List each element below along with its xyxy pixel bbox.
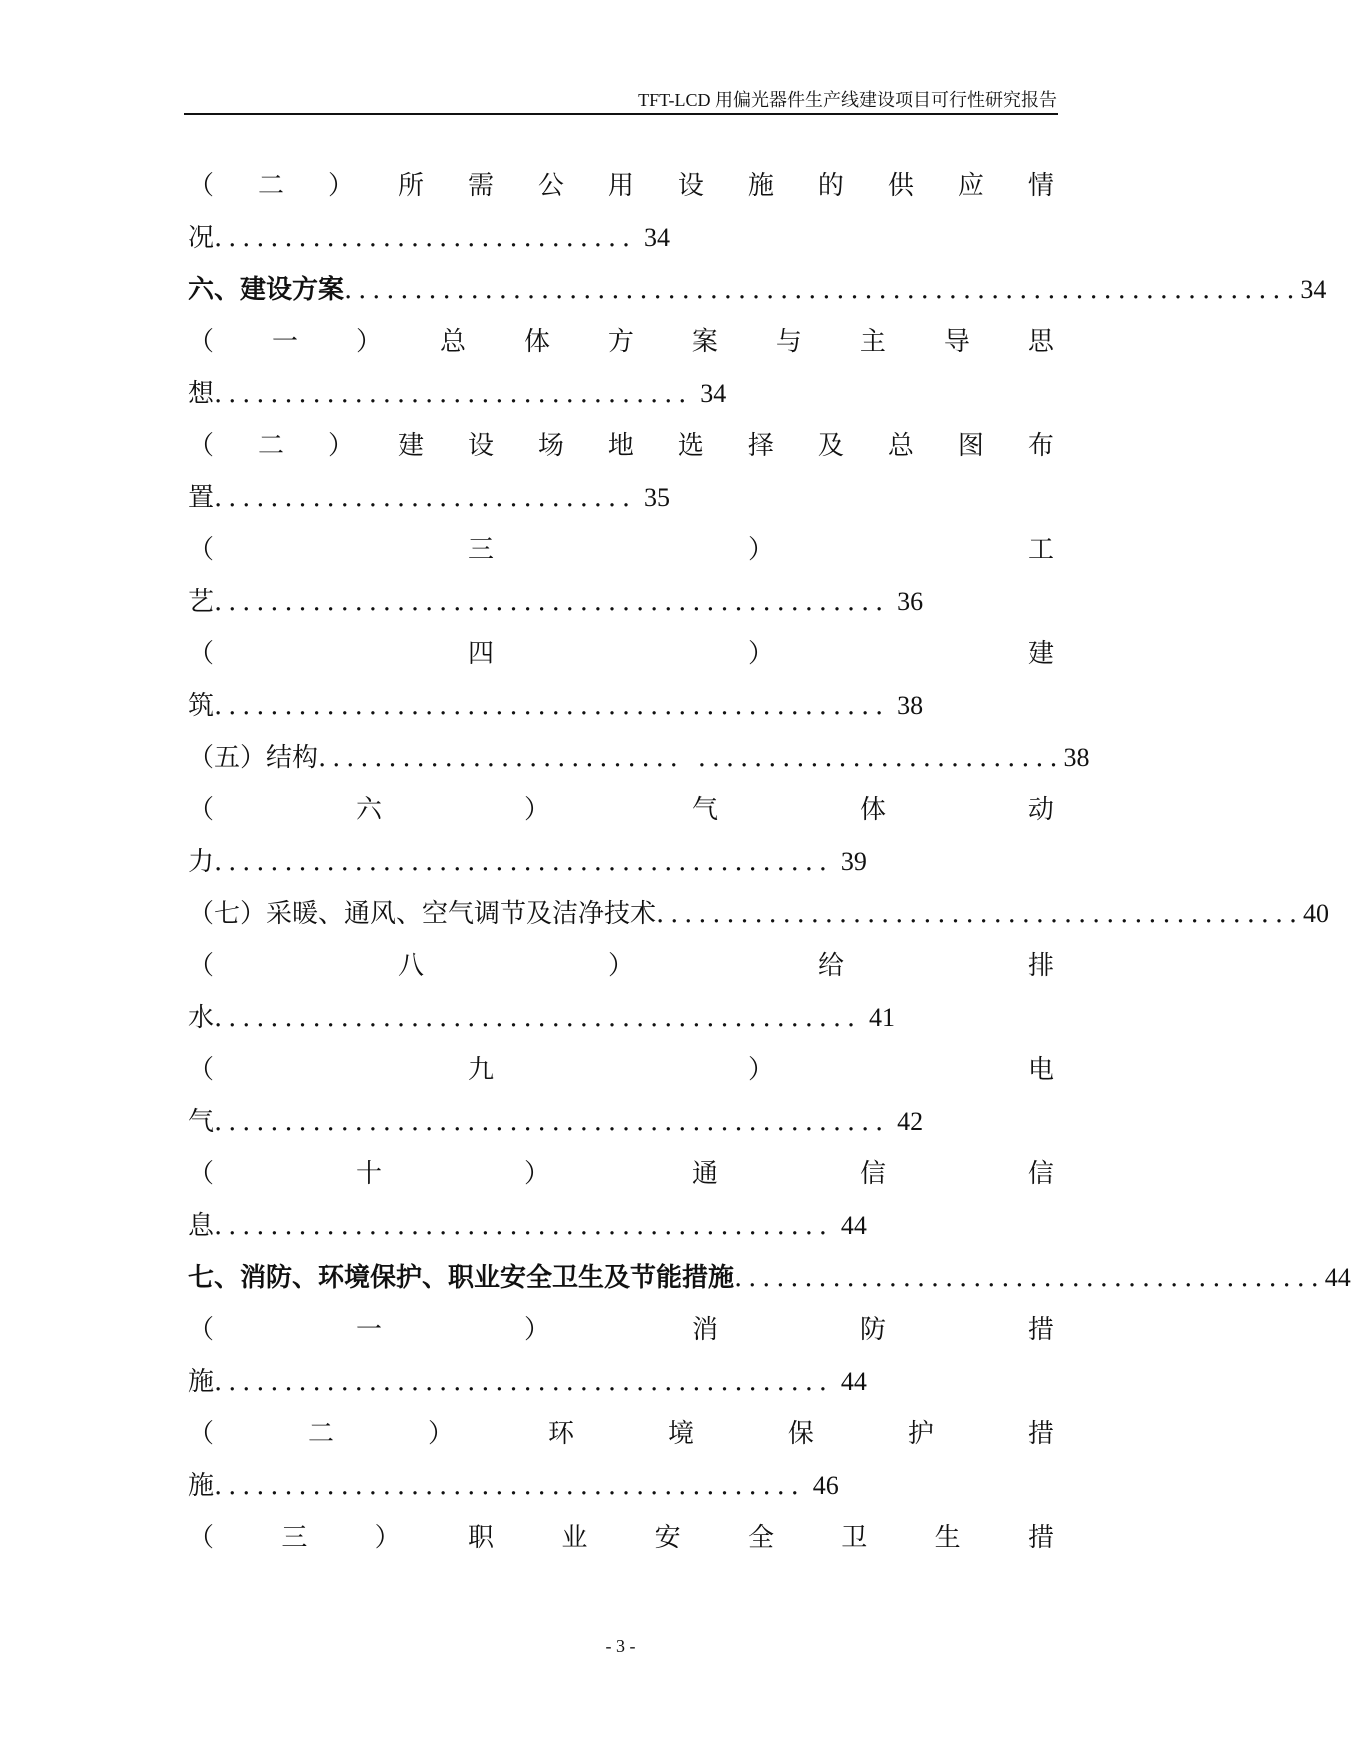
toc-entry-char: 施 — [747, 171, 774, 201]
toc-entry-char: 地 — [607, 431, 634, 461]
toc-entry-char: ） — [374, 1523, 401, 1553]
toc-entry[interactable] — [188, 888, 1329, 940]
running-header: TFT-LCD 用偏光器件生产线建设项目可行性研究报告 — [638, 90, 1057, 110]
toc-entry-char: 保 — [787, 1419, 814, 1449]
toc-entry-char: 八 — [397, 951, 424, 981]
toc-entry-char: 业 — [561, 1523, 588, 1553]
toc-entry-char: （ — [188, 639, 215, 669]
toc-entry[interactable] — [188, 1096, 1054, 1148]
toc-entry-char: 应 — [957, 171, 984, 201]
toc-entry-char: ） — [747, 535, 774, 565]
toc-entry-title: 艺 — [188, 587, 215, 617]
toc-entry-char: （ — [188, 1523, 215, 1553]
toc-entry-char: （ — [188, 1159, 215, 1189]
toc-entry-char: ） — [747, 639, 774, 669]
toc-leader-dots: ................................................ — [214, 587, 890, 617]
toc-entry-char: 信 — [1027, 1159, 1054, 1189]
toc-entry-line[interactable] — [188, 160, 1054, 212]
toc-entry-char: 及 — [817, 431, 844, 461]
table-of-contents — [188, 160, 1351, 1564]
toc-entry-char: 措 — [1027, 1523, 1054, 1553]
toc-entry-line[interactable] — [188, 1408, 1054, 1460]
toc-entry-char: ） — [355, 327, 382, 357]
toc-entry-char: 措 — [1027, 1419, 1054, 1449]
toc-entry-char: 一 — [355, 1315, 382, 1345]
toc-page-number: 38 — [897, 691, 924, 720]
toc-entry-line[interactable] — [188, 420, 1054, 472]
toc-page-number: 40 — [1303, 899, 1329, 928]
toc-leader-dots: .............................. — [214, 223, 636, 253]
toc-entry-char: 环 — [547, 1419, 574, 1449]
toc-page-number: 44 — [840, 1211, 867, 1240]
toc-entry-char: ） — [427, 1419, 454, 1449]
toc-leader-dots: ............................................ — [214, 1211, 833, 1241]
toc-entry-char: 图 — [957, 431, 984, 461]
toc-entry-char: （ — [188, 1055, 215, 1085]
toc-entry-char: 十 — [355, 1159, 382, 1189]
toc-leader-dots: .......................... .......................... — [318, 743, 1064, 773]
toc-entry-char: ） — [523, 795, 550, 825]
toc-page-number: 38 — [1063, 743, 1090, 772]
toc-entry-char: （ — [188, 951, 215, 981]
toc-entry-char: 卫 — [841, 1523, 868, 1553]
toc-entry-char: 安 — [654, 1523, 681, 1553]
toc-leader-dots: ................................................ — [214, 1107, 890, 1137]
toc-entry-char: 择 — [747, 431, 774, 461]
toc-entry-char: 二 — [307, 1419, 334, 1449]
toc-entry[interactable] — [188, 576, 1054, 628]
toc-entry-char: 境 — [667, 1419, 694, 1449]
toc-entry-char: 电 — [1027, 1055, 1054, 1085]
toc-entry-char: 所 — [397, 171, 424, 201]
toc-page-number: 36 — [897, 587, 924, 616]
toc-entry-char: 体 — [859, 795, 886, 825]
toc-leader-dots: .............................. — [214, 483, 636, 513]
toc-entry-char: 与 — [775, 327, 802, 357]
toc-leader-dots: ................................................ — [214, 691, 890, 721]
toc-leader-dots: .......................................... — [734, 1263, 1325, 1293]
toc-entry-char: 九 — [467, 1055, 494, 1085]
toc-entry-line[interactable] — [188, 1304, 1054, 1356]
toc-entry-char: 工 — [1027, 535, 1054, 565]
toc-leader-dots: .................................. — [214, 379, 693, 409]
toc-entry-char: 供 — [887, 171, 914, 201]
toc-entry-char: 的 — [817, 171, 844, 201]
toc-page-number: 42 — [897, 1107, 924, 1136]
toc-entry[interactable] — [188, 368, 1054, 420]
toc-page-number: 39 — [840, 847, 867, 876]
toc-entry-char: 措 — [1027, 1315, 1054, 1345]
toc-entry-char: 导 — [943, 327, 970, 357]
toc-entry-char: （ — [188, 327, 215, 357]
toc-leader-dots: ............................................ — [214, 1367, 833, 1397]
toc-entry-char: 三 — [467, 535, 494, 565]
toc-entry-title: 息 — [188, 1211, 215, 1241]
toc-entry-char: ） — [607, 951, 634, 981]
toc-entry-title: 水 — [188, 1003, 215, 1033]
toc-entry-char: 布 — [1027, 431, 1054, 461]
toc-entry-line[interactable] — [188, 1044, 1054, 1096]
toc-entry-char: 思 — [1027, 327, 1054, 357]
toc-entry-char: 护 — [907, 1419, 934, 1449]
toc-entry-char: 总 — [887, 431, 914, 461]
toc-entry-char: 一 — [271, 327, 298, 357]
toc-entry[interactable] — [188, 212, 1054, 264]
toc-entry[interactable] — [188, 1200, 1054, 1252]
toc-entry-title: 施 — [188, 1367, 215, 1397]
toc-entry-char: 信 — [859, 1159, 886, 1189]
toc-entry-char: 职 — [467, 1523, 494, 1553]
toc-page-number: 44 — [840, 1367, 867, 1396]
toc-entry-char: 排 — [1027, 951, 1054, 981]
toc-entry[interactable] — [188, 680, 1054, 732]
toc-entry-char: ） — [327, 431, 354, 461]
toc-entry[interactable] — [188, 732, 1090, 784]
toc-entry-char: 公 — [537, 171, 564, 201]
toc-entry-char: 气 — [691, 795, 718, 825]
toc-entry-line[interactable] — [188, 784, 1054, 836]
toc-entry-char: 设 — [677, 171, 704, 201]
toc-entry-char: 案 — [691, 327, 718, 357]
toc-entry-char: 主 — [859, 327, 886, 357]
toc-entry-char: 情 — [1027, 171, 1054, 201]
toc-entry-char: （ — [188, 1315, 215, 1345]
toc-entry-char: （ — [188, 431, 215, 461]
toc-entry-char: 方 — [607, 327, 634, 357]
toc-entry-title: 筑 — [188, 691, 215, 721]
toc-entry-char: 建 — [1027, 639, 1054, 669]
toc-entry-line[interactable] — [188, 524, 1054, 576]
toc-entry-char: 建 — [397, 431, 424, 461]
toc-page-number: 44 — [1324, 1263, 1351, 1292]
toc-entry-title: （五）结构 — [188, 743, 319, 773]
toc-entry-char: （ — [188, 535, 215, 565]
toc-page-number: 46 — [812, 1471, 839, 1500]
toc-entry-char: （ — [188, 795, 215, 825]
toc-entry-char: ） — [523, 1315, 550, 1345]
toc-entry-char: 体 — [523, 327, 550, 357]
toc-entry-char: ） — [747, 1055, 774, 1085]
toc-entry-char: 动 — [1027, 795, 1054, 825]
toc-entry-char: （ — [188, 1419, 215, 1449]
toc-entry-char: 消 — [691, 1315, 718, 1345]
toc-page-number: 35 — [643, 483, 670, 512]
toc-entry-char: 六 — [355, 795, 382, 825]
toc-entry-char: 用 — [607, 171, 634, 201]
toc-entry-title: 力 — [188, 847, 215, 877]
toc-entry-char: ） — [327, 171, 354, 201]
toc-entry-line[interactable] — [188, 628, 1054, 680]
toc-entry[interactable] — [188, 992, 1054, 1044]
toc-entry-char: ） — [523, 1159, 550, 1189]
toc-entry-char: 总 — [439, 327, 466, 357]
toc-entry-title: 置 — [188, 483, 215, 513]
toc-leader-dots: ............................................ — [214, 847, 833, 877]
toc-entry-char: 二 — [257, 171, 284, 201]
toc-entry-char: 场 — [537, 431, 564, 461]
toc-page-number: 34 — [700, 379, 727, 408]
toc-entry-char: 设 — [467, 431, 494, 461]
toc-entry-title: 施 — [188, 1471, 215, 1501]
toc-entry-title: 六、建设方案 — [188, 275, 345, 305]
toc-entry-title: 气 — [188, 1107, 215, 1137]
toc-entry-char: 需 — [467, 171, 494, 201]
toc-entry-char: 防 — [859, 1315, 886, 1345]
toc-entry-char: 全 — [747, 1523, 774, 1553]
toc-entry-title: 七、消防、环境保护、职业安全卫生及节能措施 — [188, 1263, 735, 1293]
toc-entry[interactable] — [188, 836, 1054, 888]
toc-entry-title: （七）采暖、通风、空气调节及洁净技术 — [188, 899, 657, 929]
toc-leader-dots: .............................................. — [656, 899, 1303, 929]
toc-entry[interactable] — [188, 472, 1054, 524]
toc-entry-char: （ — [188, 171, 215, 201]
toc-entry-title: 想 — [188, 379, 215, 409]
toc-entry-char: 给 — [817, 951, 844, 981]
toc-entry-char: 生 — [934, 1523, 961, 1553]
toc-entry[interactable] — [188, 264, 1327, 316]
header-rule — [184, 113, 1058, 115]
toc-entry-line[interactable] — [188, 316, 1054, 368]
toc-entry-char: 二 — [257, 431, 284, 461]
toc-entry-char: 选 — [677, 431, 704, 461]
toc-leader-dots: .................................................................... — [344, 275, 1301, 305]
toc-leader-dots: .......................................... — [214, 1471, 805, 1501]
toc-leader-dots: .............................................. — [214, 1003, 861, 1033]
toc-page-number: 34 — [1300, 275, 1327, 304]
toc-page-number: 34 — [643, 223, 670, 252]
toc-entry-title: 况 — [188, 223, 215, 253]
toc-entry-char: 三 — [281, 1523, 308, 1553]
toc-entry-line[interactable] — [188, 1512, 1054, 1564]
toc-entry-char: 四 — [467, 639, 494, 669]
toc-entry-char: 通 — [691, 1159, 718, 1189]
page-number: - 3 - — [605, 1636, 636, 1656]
toc-entry-line[interactable] — [188, 940, 1054, 992]
toc-page-number: 41 — [869, 1003, 895, 1032]
toc-entry[interactable] — [188, 1356, 1054, 1408]
toc-entry-line[interactable] — [188, 1148, 1054, 1200]
toc-entry[interactable] — [188, 1252, 1351, 1304]
toc-entry[interactable] — [188, 1460, 1054, 1512]
